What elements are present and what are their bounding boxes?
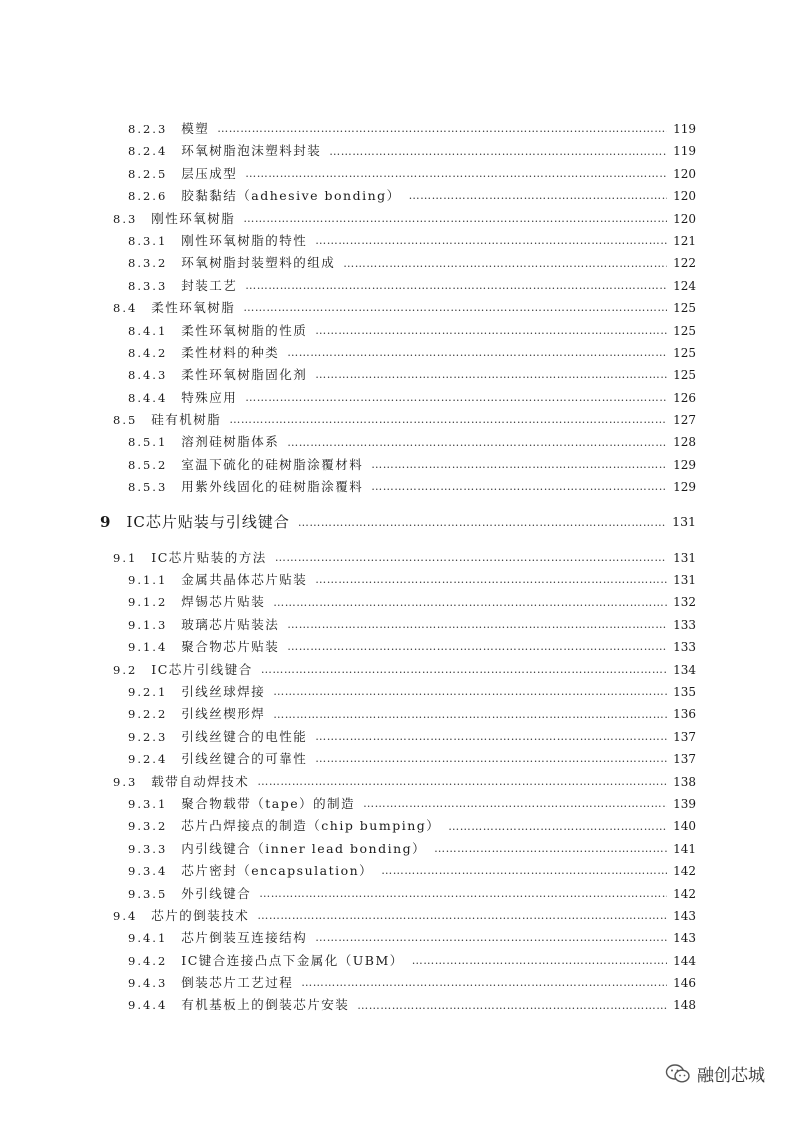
page-number: 135 [673, 684, 696, 699]
section-number: 9.1 [113, 550, 138, 565]
toc-section-row [0, 547, 793, 569]
toc-section-row [0, 409, 793, 431]
section-number: 9 [100, 513, 111, 532]
section-number: 9.2.2 [128, 707, 168, 722]
page-number: 136 [673, 707, 696, 722]
section-title: 柔性材料的种类 [181, 344, 280, 360]
dot-leader [243, 208, 667, 230]
toc-section-row [0, 838, 793, 860]
section-title: 引线丝键合的电性能 [181, 728, 308, 744]
section-number: 9.3.2 [128, 819, 168, 834]
dot-leader [363, 793, 667, 815]
page-number: 129 [673, 457, 696, 472]
page-number: 125 [673, 345, 696, 360]
dot-leader [257, 905, 667, 927]
dot-leader [287, 342, 667, 364]
section-number: 9.3.5 [128, 886, 168, 901]
dot-leader [315, 927, 667, 949]
dot-leader [261, 659, 667, 681]
toc-section-row [0, 297, 793, 319]
toc-section-row [0, 364, 793, 386]
section-number: 9.3.3 [128, 841, 168, 856]
page-number: 128 [673, 435, 696, 450]
section-title: 胶黏黏结（adhesive bonding） [181, 188, 401, 204]
section-number: 8.3.3 [128, 278, 168, 293]
toc-section-row [0, 636, 793, 658]
section-title: 环氧树脂封装塑料的组成 [181, 255, 336, 271]
section-number: 9.3.1 [128, 796, 168, 811]
toc-section-row [0, 905, 793, 927]
dot-leader [229, 409, 667, 431]
page-number: 125 [673, 323, 696, 338]
dot-leader [371, 454, 667, 476]
watermark [665, 1061, 765, 1086]
toc-section-row [0, 591, 793, 613]
section-title: 用紫外线固化的硅树脂涂覆料 [181, 479, 364, 495]
page-number: 125 [673, 368, 696, 383]
section-title: 外引线键合 [181, 885, 252, 901]
toc-section-row [0, 320, 793, 342]
page-number: 120 [673, 211, 696, 226]
section-title: 芯片的倒装技术 [151, 907, 250, 923]
section-number: 9.3.4 [128, 864, 168, 879]
toc-section-row [0, 883, 793, 905]
toc-section-row [0, 860, 793, 882]
dot-leader [275, 547, 667, 569]
page-number: 134 [673, 662, 696, 677]
toc-section-row [0, 793, 793, 815]
page-number: 124 [673, 278, 696, 293]
page-number: 142 [673, 886, 696, 901]
dot-leader [409, 185, 667, 207]
dot-leader [287, 432, 667, 454]
page-number: 137 [673, 729, 696, 744]
section-number: 8.4.4 [128, 390, 168, 405]
section-title: 聚合物芯片贴装 [181, 639, 280, 655]
page-number: 142 [673, 864, 696, 879]
section-number: 9.4.3 [128, 976, 168, 991]
toc-section-row [0, 118, 793, 140]
toc-section-row [0, 927, 793, 949]
toc-section-row [0, 454, 793, 476]
section-number: 8.4.1 [128, 323, 168, 338]
toc-section-row [0, 726, 793, 748]
toc-section-row [0, 163, 793, 185]
toc-section-row [0, 387, 793, 409]
section-number: 9.1.2 [128, 595, 168, 610]
page-number: 143 [673, 931, 696, 946]
page-number: 140 [673, 819, 696, 834]
page-number: 146 [673, 976, 696, 991]
section-title: 环氧树脂泡沫塑料封装 [181, 143, 322, 159]
section-number: 9.1.1 [128, 573, 168, 588]
section-number: 9.1.3 [128, 617, 168, 632]
toc-section-row [0, 208, 793, 230]
section-title: IC键合连接凸点下金属化（UBM） [181, 952, 404, 968]
toc-section-row [0, 230, 793, 252]
section-title: 柔性环氧树脂 [151, 300, 236, 316]
dot-leader [381, 860, 667, 882]
toc-section-row [0, 815, 793, 837]
dot-leader [315, 748, 667, 770]
section-number: 9.2 [113, 662, 138, 677]
toc-section-row [0, 771, 793, 793]
dot-leader [217, 118, 667, 140]
page-number: 127 [673, 413, 696, 428]
page-number: 133 [673, 640, 696, 655]
section-title: 刚性环氧树脂的特性 [181, 232, 308, 248]
page-number: 133 [673, 617, 696, 632]
dot-leader [287, 636, 667, 658]
dot-leader [273, 704, 667, 726]
dot-leader [245, 163, 667, 185]
table-of-contents [0, 118, 793, 1017]
dot-leader [245, 387, 667, 409]
page-number: 141 [673, 841, 696, 856]
dot-leader [259, 883, 667, 905]
toc-section-row [0, 252, 793, 274]
toc-section-row [0, 681, 793, 703]
dot-leader [371, 476, 667, 498]
toc-section-row [0, 972, 793, 994]
section-title: 玻璃芯片贴装法 [181, 616, 280, 632]
dot-leader [434, 838, 667, 860]
section-number: 8.5 [113, 413, 138, 428]
section-title: 焊锡芯片贴装 [181, 594, 266, 610]
dot-leader [343, 253, 667, 275]
page-number: 119 [673, 144, 696, 159]
dot-leader [243, 297, 667, 319]
dot-leader [273, 592, 667, 614]
page-number: 139 [673, 796, 696, 811]
section-number: 8.2.4 [128, 144, 168, 159]
section-title: 金属共晶体芯片贴装 [181, 572, 308, 588]
section-title: IC芯片贴装与引线键合 [126, 513, 290, 532]
toc-section-row [0, 614, 793, 636]
section-title: 倒装芯片工艺过程 [181, 975, 294, 991]
page-number: 138 [673, 774, 696, 789]
section-title: 聚合物载带（tape）的制造 [181, 795, 356, 811]
section-number: 8.3.2 [128, 256, 168, 271]
toc-section-row [0, 703, 793, 725]
section-number: 8.3.1 [128, 233, 168, 248]
section-number: 8.4.3 [128, 368, 168, 383]
section-number: 9.2.3 [128, 729, 168, 744]
dot-leader [315, 320, 667, 342]
toc-section-row [0, 140, 793, 162]
section-number: 9.3 [113, 774, 138, 789]
section-title: 引线丝楔形焊 [181, 706, 266, 722]
page-number: 144 [673, 953, 696, 968]
section-title: IC芯片引线键合 [151, 661, 253, 677]
section-number: 9.4 [113, 908, 138, 923]
dot-leader [298, 512, 666, 534]
toc-chapter-row [0, 505, 793, 541]
section-number: 8.2.3 [128, 122, 168, 136]
dot-leader [412, 950, 667, 972]
toc-section-row [0, 659, 793, 681]
toc-section-row [0, 431, 793, 453]
section-number: 8.5.1 [128, 435, 168, 450]
section-title: IC芯片贴装的方法 [151, 549, 267, 565]
page-number: 125 [673, 301, 696, 316]
section-title: 刚性环氧树脂 [151, 210, 236, 226]
page-number: 119 [673, 122, 696, 136]
section-title: 芯片倒装互连接结构 [181, 930, 308, 946]
page-number: 132 [673, 595, 696, 610]
section-number: 8.5.3 [128, 480, 168, 495]
page-number: 120 [673, 166, 696, 181]
dot-leader [448, 816, 667, 838]
section-title: 封装工艺 [181, 277, 238, 293]
page-number: 131 [673, 573, 696, 588]
toc-section-row [0, 185, 793, 207]
section-number: 9.4.2 [128, 953, 168, 968]
dot-leader [315, 364, 667, 386]
dot-leader [273, 681, 667, 703]
section-title: 柔性环氧树脂的性质 [181, 322, 308, 338]
toc-section-row [0, 748, 793, 770]
toc-section-row [0, 342, 793, 364]
section-title: 有机基板上的倒装芯片安装 [181, 997, 350, 1013]
section-title: 引线丝球焊接 [181, 683, 266, 699]
section-number: 8.2.6 [128, 189, 168, 204]
page-number: 126 [673, 390, 696, 405]
dot-leader [257, 771, 667, 793]
section-number: 8.2.5 [128, 166, 168, 181]
section-number: 8.5.2 [128, 457, 168, 472]
dot-leader [315, 569, 667, 591]
section-number: 9.1.4 [128, 640, 168, 655]
section-title: 层压成型 [181, 165, 238, 181]
page-number: 143 [673, 908, 696, 923]
section-title: 内引线键合（inner lead bonding） [181, 840, 427, 856]
watermark-text: 融创芯城 [697, 1066, 765, 1086]
dot-leader [315, 726, 667, 748]
page-number: 137 [673, 752, 696, 767]
section-title: 特殊应用 [181, 389, 238, 405]
section-title: 硅有机树脂 [151, 412, 222, 428]
section-title: 模塑 [181, 121, 210, 136]
section-title: 载带自动焊技术 [151, 773, 250, 789]
dot-leader [329, 141, 667, 163]
section-title: 室温下硫化的硅树脂涂覆材料 [181, 456, 364, 472]
page-number: 131 [673, 550, 696, 565]
dot-leader [301, 972, 667, 994]
section-title: 柔性环氧树脂固化剂 [181, 367, 308, 383]
dot-leader [357, 995, 667, 1017]
toc-section-row [0, 476, 793, 498]
section-number: 8.3 [113, 211, 138, 226]
section-title: 芯片密封（encapsulation） [181, 863, 374, 879]
page-number: 120 [673, 189, 696, 204]
toc-section-row [0, 569, 793, 591]
page-number: 129 [673, 480, 696, 495]
section-title: 溶剂硅树脂体系 [181, 434, 280, 450]
toc-section-row [0, 275, 793, 297]
dot-leader [287, 614, 667, 636]
section-number: 9.2.4 [128, 752, 168, 767]
section-number: 9.4.4 [128, 998, 168, 1013]
section-number: 9.4.1 [128, 931, 168, 946]
section-title: 芯片凸焊接点的制造（chip bumping） [181, 818, 441, 834]
page-number: 121 [673, 233, 696, 248]
toc-section-row [0, 994, 793, 1016]
page-number: 131 [672, 514, 696, 530]
page-number: 148 [673, 998, 696, 1013]
section-number: 8.4.2 [128, 345, 168, 360]
section-title: 引线丝键合的可靠性 [181, 751, 308, 767]
toc-section-row [0, 950, 793, 972]
wechat-icon [665, 1063, 691, 1085]
page-number: 122 [673, 256, 696, 271]
section-number: 9.2.1 [128, 684, 168, 699]
dot-leader [315, 230, 667, 252]
section-number: 8.4 [113, 301, 138, 316]
dot-leader [245, 275, 667, 297]
